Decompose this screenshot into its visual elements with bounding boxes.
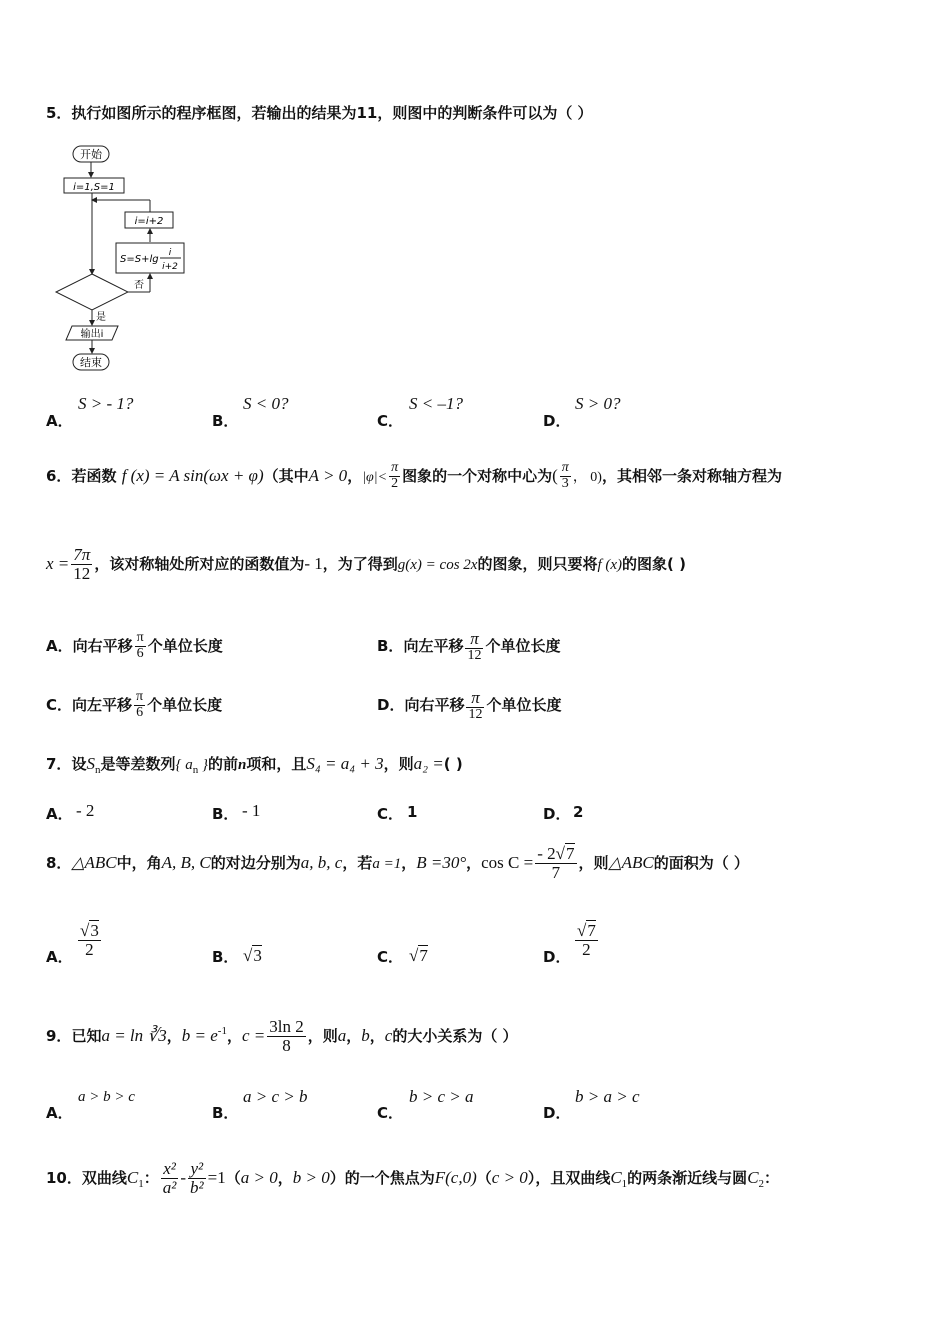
q8-option-a-num: √3 [80,921,99,940]
q9-comma: ， [166,1027,182,1045]
q10-c1-again [610,1168,628,1190]
q6-stem-line2 [46,544,686,585]
q6-center-r: ， 0) [572,470,602,485]
q8-triangle-2: △ABC [608,853,654,872]
q6-option-c-pre: 向左平移 [72,696,133,714]
q10-c1-base: C [126,1168,139,1187]
q8-option-d-rad: 7 [587,921,596,940]
q9-var-a: a [337,1026,347,1045]
q6-option-a [46,626,223,666]
q6-axis-num: 7π [73,545,91,565]
q7-a2: a₂ = [413,754,444,773]
q8-option-d-value [573,922,600,959]
flowchart [50,140,200,380]
q8-option-a-frac [78,922,101,959]
q8-cos-num-rad: 7 [566,844,575,864]
q7-text-4: 项和，且 [246,755,307,773]
q9-sep-1: ， [346,1027,362,1045]
q6-option-b [377,626,560,666]
q10-c1-again-sub: 1 [621,1178,628,1190]
q8-triangle: △ABC [71,853,117,872]
q10-stem [46,1148,779,1214]
q8-option-a-value [76,922,103,959]
q10-x2: x² [161,1160,179,1179]
q9-option-d-label: D． [543,1104,571,1122]
q7-n: n [237,757,247,773]
q10-cond-b: b > 0 [292,1168,330,1187]
q9-stem [46,1006,518,1061]
q7-option-c-label: C． [377,805,404,823]
q5-option-a-label: A． [46,412,73,430]
q10-text-2: （ [225,1169,241,1187]
q7-option-d-text: 2 [573,803,584,821]
q7-option-d-label: D． [543,805,571,823]
q5-option-c-label: C． [377,412,404,430]
q8-text-5: 的面积为（ ） [653,854,749,872]
q9-number: 9． [46,1027,72,1045]
q8-cos-num: - 2√7 [537,844,575,864]
q9-text-1: 已知 [71,1027,102,1045]
flow-update-den: i+2 [162,262,178,272]
q6-g-expr: g(x) = cos 2x [397,557,478,573]
flow-inc-label: i=i+2 [134,216,164,227]
q8-angles: A, B, C [161,853,211,872]
q6-center-den: 3 [561,476,569,491]
q8-number: 8． [46,854,72,872]
q6-option-b-label: B． [377,637,404,655]
q6-stem-line1 [46,458,782,496]
q7-text-3: 的前 [207,755,238,773]
q6-option-b-frac [465,630,483,664]
q6-text-2: （其中 [263,467,309,485]
q6-option-d-pre: 向右平移 [404,696,465,714]
q6-text-1: 若函数 [71,467,117,485]
q6-cond-phi: |φ|< [362,470,388,485]
q10-c1-again-base: C [610,1168,622,1187]
q10-x-frac [161,1160,179,1197]
flow-yes-label: 是 [96,312,106,323]
q7-text-1: 设 [71,755,87,773]
q8-a-value: a =1 [372,856,402,872]
q7-sn-base: S [86,754,95,773]
q6-option-d-label: D． [377,696,405,714]
q9-option-a-label: A． [46,1104,73,1122]
q8-comma-2: ， [466,854,482,872]
q7-option-c-text: 1 [407,803,418,821]
q6-option-c-frac [134,690,145,720]
q6-text-7: 的图象，则只要将 [477,555,598,573]
q6-axis-left: x = [46,554,70,573]
q7-text-5: ，则 [383,755,414,773]
q7-option-a-text: - 2 [76,801,95,820]
q6-option-a-post: 个单位长度 [147,637,223,655]
q6-cond-phi-num: π [391,460,399,476]
q6-option-c-post: 个单位长度 [147,696,223,714]
q8-text-1: 中，角 [116,854,162,872]
flow-no-label: 否 [134,280,144,291]
q9-option-b-text: a > c > b [243,1087,308,1106]
q10-focus: F(c,0) [434,1168,477,1187]
q10-text-5: ），且双曲线 [527,1169,611,1187]
q7-stem [46,748,463,786]
q6-number: 6． [46,467,72,485]
q10-cond-a: a > 0 [240,1168,278,1187]
q6-option-b-post: 个单位长度 [485,637,561,655]
q10-c1-sub: 1 [138,1178,144,1190]
q6-option-a-pre: 向右平移 [72,637,133,655]
q6-center-num: π [561,460,569,476]
q6-option-c [46,685,222,725]
q6-option-c-num: π [136,689,144,705]
q9-a-expr: a = ln ∛3 [101,1026,167,1045]
q8-option-c-value: √7 [409,946,428,965]
q6-center-frac [560,461,571,491]
q10-text-1: 双曲线 [81,1169,127,1187]
q10-b2: b² [190,1178,204,1197]
q8-option-b-label: B． [212,948,239,966]
q6-option-d-post: 个单位长度 [486,696,562,714]
q6-option-a-frac [135,631,146,661]
q9-comma-2: ， [226,1027,242,1045]
q6-option-d-num: π [466,689,484,708]
q8-option-d-num: √7 [577,921,596,940]
q8-text-2: 的对边分别为 [210,854,301,872]
q6-cond-a: A > 0 [308,466,348,485]
q6-option-b-den: 12 [467,647,482,663]
q10-y-frac [188,1160,206,1197]
q10-colon-2: ： [764,1169,780,1187]
q8-option-a-rad: 3 [90,921,99,940]
q9-var-c: c [384,1026,393,1045]
q6-option-b-pre: 向左平移 [403,637,464,655]
q5-option-b-label: B． [212,412,239,430]
q7-option-b-text: - 1 [242,801,261,820]
q10-number: 10． [46,1169,82,1187]
q6-option-a-label: A． [46,637,73,655]
flow-update-num: i [168,248,172,258]
q7-sn-sub: n [94,764,101,776]
q6-cond-phi-frac [389,461,400,491]
q6-option-c-den: 6 [136,705,144,720]
q5-option-d-text: S > 0? [575,394,621,413]
q8-sides: a, b, c [300,853,343,872]
q9-c-left: c = [241,1026,266,1045]
q5-option-a-text: S > - 1? [78,394,134,413]
flow-update-left: S=S+lg [120,254,159,265]
flow-output-label: 输出i [80,329,104,340]
q8-option-c-label: C． [377,948,404,966]
flow-start-label: 开始 [80,148,102,161]
q7-option-b-label: B． [212,805,239,823]
q10-minus: - [180,1168,187,1187]
q9-b-expr [182,1026,227,1045]
flow-condition-diamond [56,274,128,310]
flow-end-label: 结束 [80,356,102,369]
q6-f-expr: f (x) = A sin(ωx + φ) [121,466,264,485]
q7-text-2: 是等差数列 [100,755,176,773]
q8-stem [46,838,749,889]
q6-option-b-num: π [465,630,483,649]
q8-option-d-label: D． [543,948,571,966]
q9-c-num: 3ln 2 [269,1017,304,1037]
q10-text-3: ）的一个焦点为 [329,1169,435,1187]
q8-option-a-label: A． [46,948,73,966]
q10-c2-base: C [747,1168,759,1187]
q8-cos-den: 7 [551,863,561,882]
q6-option-d [377,685,561,725]
q6-text-3: 图象的一个对称中心为 [402,467,553,485]
q10-c2 [747,1168,765,1190]
q9-var-b: b [361,1026,370,1045]
q10-c1 [126,1168,144,1190]
q8-text-4: ，则 [578,854,609,872]
q9-c-frac [267,1018,305,1055]
q6-cond-phi-den: 2 [391,476,399,491]
q8-cos-frac [535,845,576,882]
q10-c2-sub: 2 [758,1178,765,1190]
q5-option-c-text: S < –1? [409,394,463,413]
q6-text-8: 的图象( ) [622,555,686,573]
q9-text-2: ，则 [307,1027,338,1045]
q9-option-a-text: a > b > c [78,1089,135,1105]
q7-sn [86,754,101,776]
q8-option-b-rad: 3 [253,946,262,965]
q6-option-d-frac [466,689,484,723]
q7-an-sub: n [192,764,199,776]
q6-axis-den: 12 [73,564,91,583]
q10-eq1: =1 [207,1168,226,1187]
q6-option-c-label: C． [46,696,73,714]
q6-option-a-den: 6 [136,646,144,661]
q8-option-d-frac [575,922,598,959]
q6-text-6: ，为了得到 [322,555,398,573]
q7-an-base: { a [175,757,193,773]
flow-init-label: i=1,S=1 [73,182,115,193]
q9-text-3: 的大小关系为（ ） [392,1027,518,1045]
q9-option-c-label: C． [377,1104,404,1122]
q6-option-d-den: 12 [468,706,483,722]
q5-option-b-text: S < 0? [243,394,289,413]
q9-option-b-label: B． [212,1104,239,1122]
q10-a2: a² [162,1178,177,1197]
q10-comma: ， [277,1169,293,1187]
q8-text-3: ，若 [342,854,373,872]
q10-text-4: （ [476,1169,492,1187]
q5-option-d-label: D． [543,412,571,430]
q5-stem: 5．执行如图所示的程序框图，若输出的结果为11，则图中的判断条件可以为（ ） [46,104,593,122]
q6-comma: ， [347,467,363,485]
q6-text-5: ，该对称轴处所对应的函数值为 [94,555,305,573]
q8-comma: ， [401,854,417,872]
q9-b-exp: -1 [217,1025,227,1037]
q10-colon: ： [143,1169,159,1187]
q7-text-6: ( ) [443,755,463,773]
q8-option-d-den: 2 [582,939,591,959]
q7-number: 7． [46,755,72,773]
q9-sep-2: ， [369,1027,385,1045]
q10-cond-c: c > 0 [491,1168,528,1187]
q6-text-4: ，其相邻一条对称轴方程为 [601,467,782,485]
q8-option-c-rad: 7 [419,946,428,965]
q7-option-a-label: A． [46,805,73,823]
q6-value: - 1 [304,554,323,573]
q8-b-value: B =30° [416,853,467,872]
q6-axis-frac [71,546,92,583]
q8-option-b-value: √3 [243,946,262,965]
q7-an-close: } [198,757,208,773]
q8-cos-left: cos C = [481,853,534,872]
q6-f-short: f (x) [597,557,623,573]
q7-an [175,757,208,776]
q9-option-c-text: b > c > a [409,1087,474,1106]
q10-y2: y² [188,1160,206,1179]
q6-option-a-num: π [136,630,144,646]
q6-center-l: ( [552,466,558,485]
q7-equation: S₄ = a₄ + 3 [306,754,384,773]
q9-option-d-text: b > a > c [575,1087,640,1106]
q9-c-den: 8 [282,1036,291,1055]
q10-text-6: 的两条渐近线与圆 [627,1169,748,1187]
q9-b-base: b = e [181,1026,218,1045]
q8-cos-num-pre: - 2 [537,844,556,864]
q8-option-a-den: 2 [85,939,94,959]
